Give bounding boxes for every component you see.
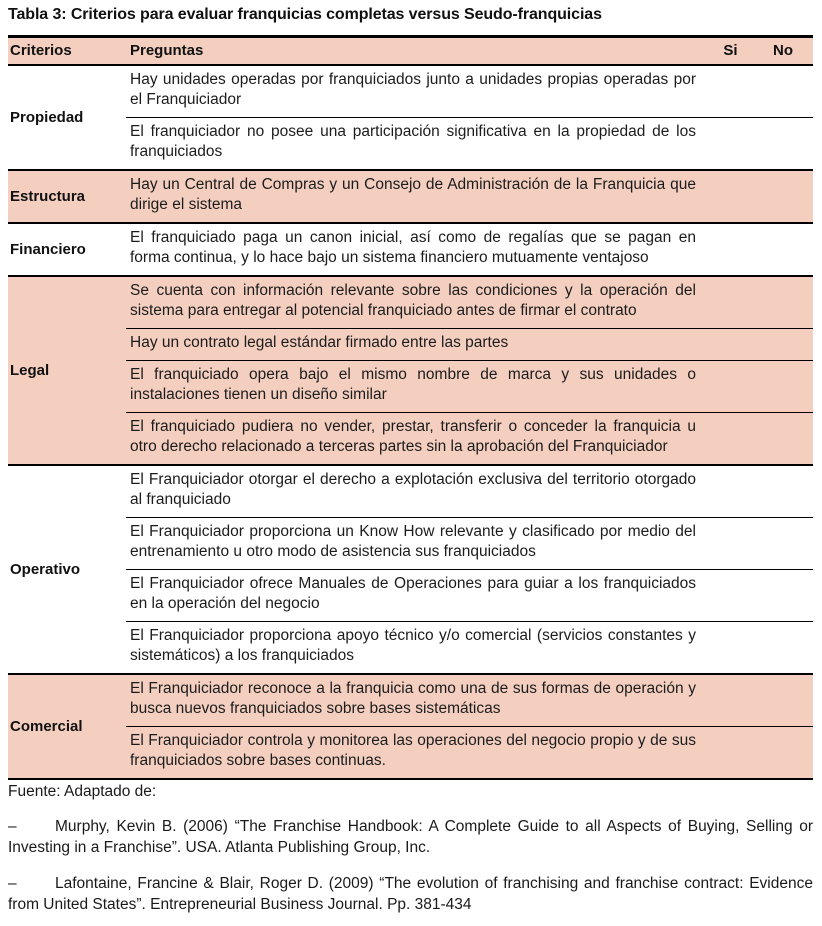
header-row bbox=[8, 37, 813, 66]
criterion-cell-legal: Legal bbox=[8, 276, 126, 465]
si-cell bbox=[708, 727, 753, 780]
criterion-cell-estructura: Estructura bbox=[8, 170, 126, 223]
table-row bbox=[8, 674, 813, 727]
si-cell bbox=[708, 223, 753, 276]
no-cell bbox=[753, 170, 813, 223]
table-title: Tabla 3: Criterios para evaluar franquicias completas versus Seudo-franquicias bbox=[8, 6, 602, 23]
question-cell: El Franquiciador otorgar el derecho a explotación exclusiva del territorio otorgado al franquiciado bbox=[126, 465, 708, 518]
question-cell: Hay un Central de Compras y un Consejo de Administración de la Franquicia que dirige el sistema bbox=[126, 170, 708, 223]
criterion-cell-propiedad: Propiedad bbox=[8, 65, 126, 170]
no-cell bbox=[753, 361, 813, 413]
reference-dash: – bbox=[8, 818, 17, 835]
question-cell: El Franquiciador controla y monitorea las operaciones del negocio propio y de sus franquiciados sobre bases continuas. bbox=[126, 727, 708, 780]
criterion-cell-operativo: Operativo bbox=[8, 465, 126, 674]
criteria-table bbox=[8, 35, 813, 780]
no-cell bbox=[753, 727, 813, 780]
si-cell bbox=[708, 622, 753, 675]
question-cell: El franquiciado opera bajo el mismo nombre de marca y sus unidades o instalaciones tienen un diseño similar bbox=[126, 361, 708, 413]
no-cell bbox=[753, 276, 813, 329]
si-cell bbox=[708, 276, 753, 329]
no-cell bbox=[753, 518, 813, 570]
si-cell bbox=[708, 465, 753, 518]
no-cell bbox=[753, 674, 813, 727]
question-cell: El Franquiciador ofrece Manuales de Operaciones para guiar a los franquiciados en la operación del negocio bbox=[126, 570, 708, 622]
question-cell: El franquiciado pudiera no vender, prestar, transferir o conceder la franquicia u otro derecho relacionado a terceras partes sin la aprobación del Franquiciador bbox=[126, 413, 708, 466]
source-label: Fuente: Adaptado de: bbox=[8, 783, 157, 800]
table-row bbox=[8, 518, 813, 570]
no-cell bbox=[753, 329, 813, 361]
no-cell bbox=[753, 65, 813, 118]
table-row bbox=[8, 276, 813, 329]
question-cell: El franquiciado paga un canon inicial, así como de regalías que se pagan en forma continua, y lo hace bajo un sistema financiero mutuamente ventajoso bbox=[126, 223, 708, 276]
table-row bbox=[8, 329, 813, 361]
reference-text: Lafontaine, Francine & Blair, Roger D. (2009) “The evolution of franchising and franchise contract: Evidence from United States”. Entrepreneurial Business Journal. Pp. 381-434 bbox=[8, 875, 813, 913]
table-row bbox=[8, 118, 813, 171]
reference-item bbox=[8, 816, 813, 858]
no-cell bbox=[753, 118, 813, 171]
table-footer bbox=[8, 783, 813, 915]
si-cell bbox=[708, 118, 753, 171]
si-cell bbox=[708, 518, 753, 570]
question-cell: El Franquiciador proporciona un Know How relevante y clasificado por medio del entrenamiento u otro modo de asistencia sus franquiciados bbox=[126, 518, 708, 570]
si-cell bbox=[708, 361, 753, 413]
no-cell bbox=[753, 413, 813, 466]
col-header-no: No bbox=[753, 37, 813, 66]
reference-item bbox=[8, 873, 813, 915]
table-row bbox=[8, 570, 813, 622]
question-cell: Se cuenta con información relevante sobre las condiciones y la operación del sistema para entregar al potencial franquiciado antes de firmar el contrato bbox=[126, 276, 708, 329]
no-cell bbox=[753, 223, 813, 276]
no-cell bbox=[753, 622, 813, 675]
si-cell bbox=[708, 413, 753, 466]
question-cell: Hay un contrato legal estándar firmado entre las partes bbox=[126, 329, 708, 361]
table-row bbox=[8, 727, 813, 780]
criterion-cell-comercial: Comercial bbox=[8, 674, 126, 779]
table-row bbox=[8, 465, 813, 518]
si-cell bbox=[708, 170, 753, 223]
no-cell bbox=[753, 570, 813, 622]
table-row bbox=[8, 622, 813, 675]
si-cell bbox=[708, 570, 753, 622]
table-row bbox=[8, 361, 813, 413]
si-cell bbox=[708, 329, 753, 361]
reference-text: Murphy, Kevin B. (2006) “The Franchise Handbook: A Complete Guide to all Aspects of Buying, Selling or Investing in a Franchise”. USA. Atlanta Publishing Group, Inc. bbox=[8, 818, 813, 856]
question-cell: Hay unidades operadas por franquiciados junto a unidades propias operadas por el Franquiciador bbox=[126, 65, 708, 118]
si-cell bbox=[708, 65, 753, 118]
criterion-cell-financiero: Financiero bbox=[8, 223, 126, 276]
table-row bbox=[8, 170, 813, 223]
col-header-criterios: Criterios bbox=[8, 37, 126, 66]
no-cell bbox=[753, 465, 813, 518]
reference-dash: – bbox=[8, 875, 17, 892]
col-header-si: Si bbox=[708, 37, 753, 66]
question-cell: El franquiciador no posee una participación significativa en la propiedad de los franquiciados bbox=[126, 118, 708, 171]
si-cell bbox=[708, 674, 753, 727]
table-row bbox=[8, 413, 813, 466]
question-cell: El Franquiciador reconoce a la franquicia como una de sus formas de operación y busca nuevos franquiciados sobre bases sistemáticas bbox=[126, 674, 708, 727]
table-row bbox=[8, 65, 813, 118]
question-cell: El Franquiciador proporciona apoyo técnico y/o comercial (servicios constantes y sistemáticos) a los franquiciados bbox=[126, 622, 708, 675]
table-row bbox=[8, 223, 813, 276]
col-header-preguntas: Preguntas bbox=[126, 37, 708, 66]
